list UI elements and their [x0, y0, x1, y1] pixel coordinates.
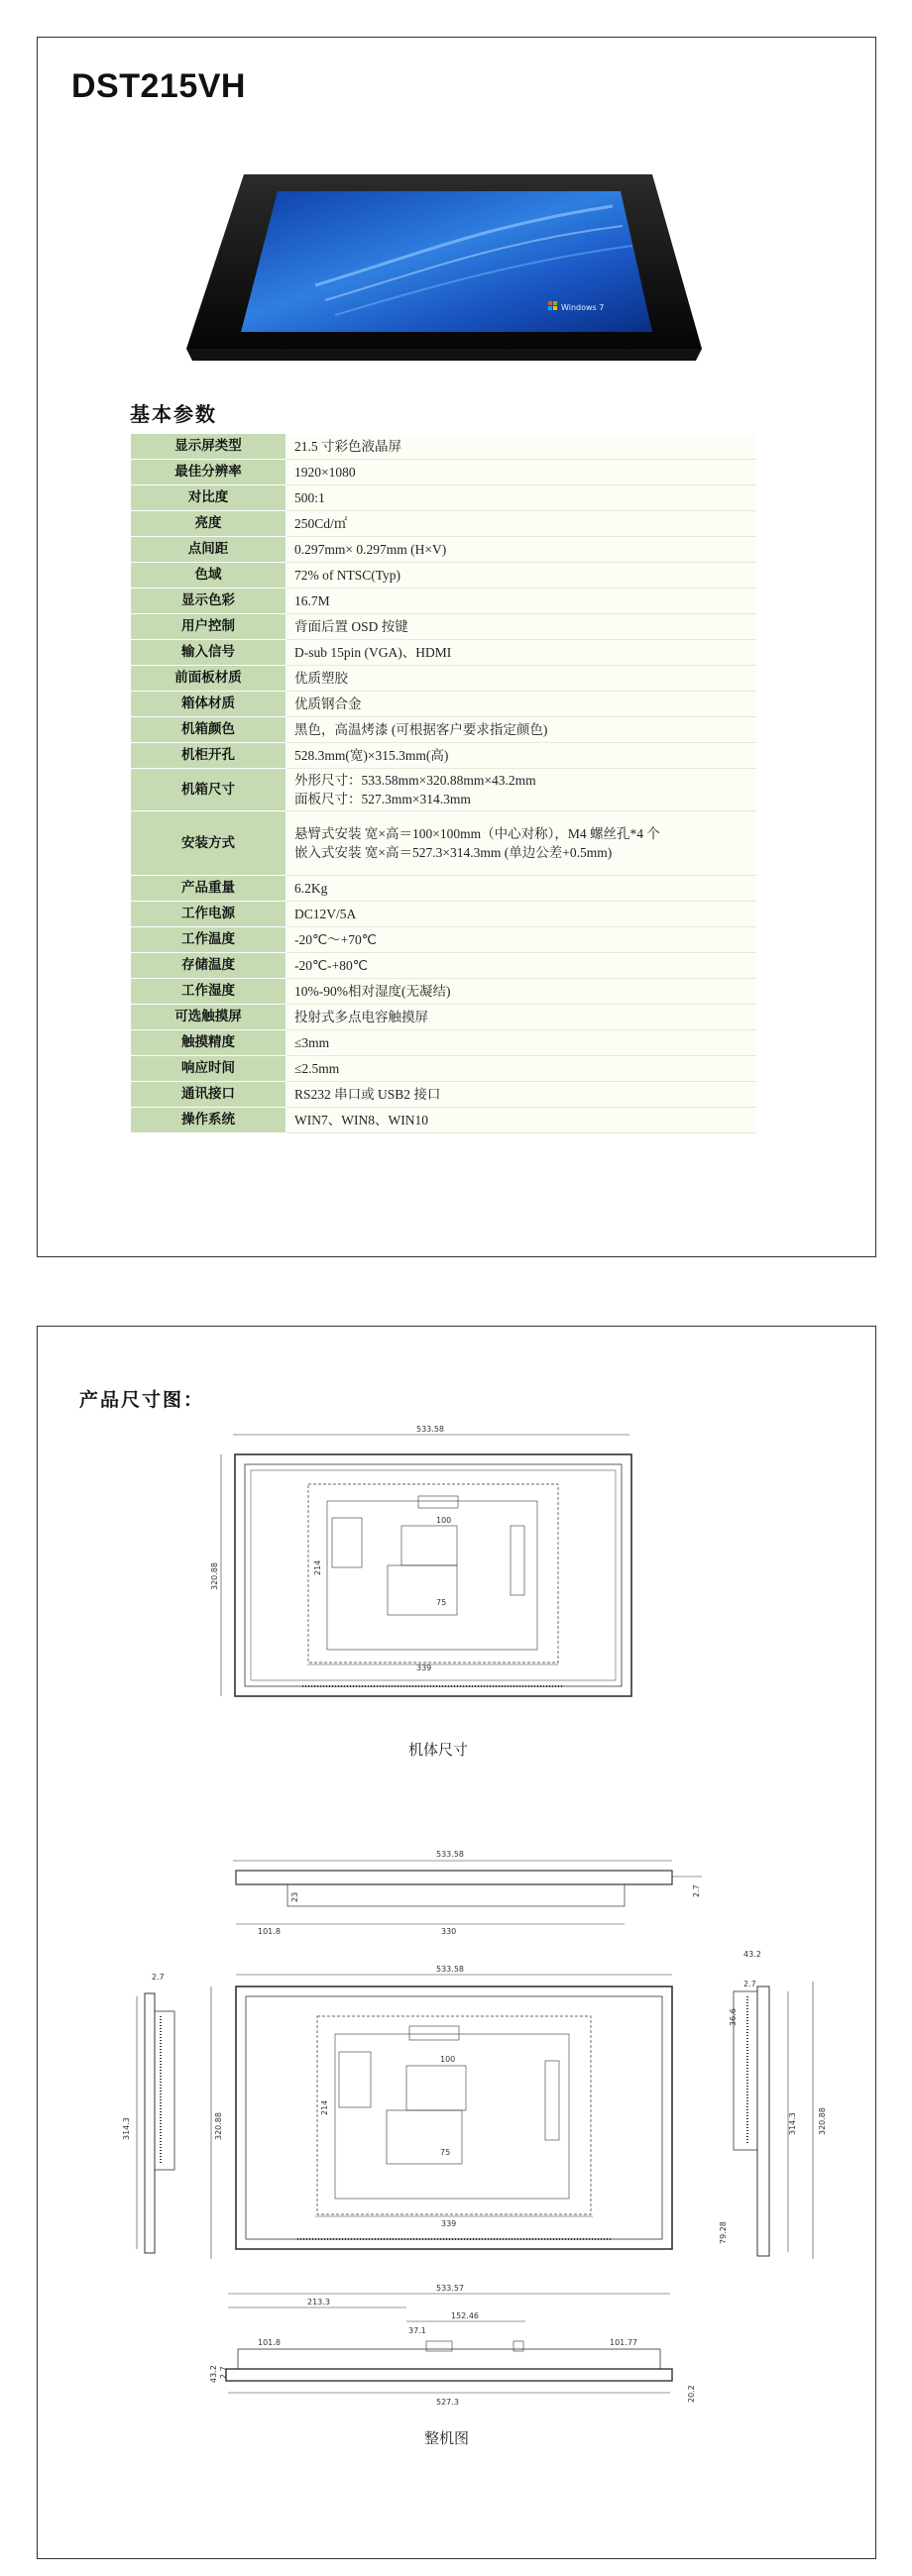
- spec-key: 机箱颜色: [131, 717, 286, 743]
- spec-key: 通讯接口: [131, 1082, 286, 1108]
- front-75-label: 75: [440, 2148, 451, 2157]
- spec-value: [286, 811, 756, 876]
- spec-value: 500:1: [286, 485, 756, 511]
- right-432-label: 43.2: [743, 1950, 761, 1959]
- spec-row: [131, 902, 756, 927]
- spec-value: DC12V/5A: [286, 902, 756, 927]
- whole-caption: 整机图: [424, 2429, 470, 2447]
- spec-value: -20℃～+70℃: [286, 927, 756, 953]
- spec-key: 亮度: [131, 511, 286, 537]
- spec-row: [131, 1056, 756, 1082]
- spec-value: 优质塑胶: [286, 666, 756, 692]
- label-100: 100: [436, 1516, 452, 1525]
- spec-key: 工作温度: [131, 927, 286, 953]
- height-label: 320.88: [210, 1562, 219, 1590]
- spec-value: WIN7、WIN8、WIN10: [286, 1108, 756, 1133]
- spec-section-title: 基本参数: [130, 402, 217, 426]
- front-339-label: 339: [441, 2219, 457, 2228]
- label-214: 214: [313, 1559, 322, 1575]
- spec-row: [131, 666, 756, 692]
- spec-key: 工作湿度: [131, 979, 286, 1005]
- spec-value-line: 面板尺寸：527.3mm×314.3mm: [294, 792, 471, 806]
- spec-value: 250Cd/㎡: [286, 511, 756, 537]
- spec-value: ≤3mm: [286, 1030, 756, 1056]
- spec-key: 色域: [131, 563, 286, 589]
- top-330-label: 330: [441, 1927, 457, 1936]
- spec-row: [131, 743, 756, 769]
- body-caption: 机体尺寸: [408, 1741, 469, 1759]
- spec-row: [131, 460, 756, 485]
- spec-value: -20℃-+80℃: [286, 953, 756, 979]
- monitor-product-image: [186, 137, 702, 375]
- spec-value: 72% of NTSC(Typ): [286, 563, 756, 589]
- spec-key: 工作电源: [131, 902, 286, 927]
- right-3143-label: 314.3: [788, 2112, 797, 2135]
- spec-value: 优质钢合金: [286, 692, 756, 717]
- spec-key: 机箱尺寸: [131, 769, 286, 811]
- spec-row: [131, 717, 756, 743]
- spec-value: 21.5 寸彩色液晶屏: [286, 434, 756, 460]
- spec-row: [131, 1082, 756, 1108]
- side-3143-label: 314.3: [122, 2117, 131, 2140]
- bottom-10177-label: 101.77: [610, 2338, 637, 2347]
- spec-key: 可选触摸屏: [131, 1005, 286, 1030]
- spec-key: 产品重量: [131, 876, 286, 902]
- spec-value: 10%-90%相对湿度(无凝结): [286, 979, 756, 1005]
- label-75: 75: [436, 1598, 447, 1607]
- spec-key: 响应时间: [131, 1056, 286, 1082]
- spec-row: [131, 1030, 756, 1056]
- spec-row: [131, 953, 756, 979]
- body-dimension-drawing: [210, 1425, 649, 1724]
- spec-value: 6.2Kg: [286, 876, 756, 902]
- bottom-27-label: 2.7: [219, 2366, 228, 2379]
- spec-key: 输入信号: [131, 640, 286, 666]
- spec-row: [131, 537, 756, 563]
- spec-row: [131, 769, 756, 811]
- top-width-label: 533.58: [436, 1850, 464, 1859]
- bottom-view-drawing: [198, 2284, 714, 2413]
- spec-value-line: 悬臂式安装 宽×高＝100×100mm（中心对称），M4 螺丝孔*4 个: [294, 826, 660, 841]
- front-width-label: 533.58: [436, 1965, 464, 1974]
- bottom-432-label: 43.2: [209, 2365, 218, 2383]
- right-7928-label: 79.28: [719, 2221, 728, 2244]
- spec-row: [131, 563, 756, 589]
- right-32088-label: 320.88: [818, 2107, 827, 2135]
- spec-row: [131, 589, 756, 614]
- screen-brand-text: Windows 7: [561, 303, 605, 312]
- spec-row: [131, 640, 756, 666]
- spec-row: [131, 811, 756, 876]
- spec-key: 触摸精度: [131, 1030, 286, 1056]
- spec-row: [131, 434, 756, 460]
- bottom-371-label: 37.1: [408, 2326, 426, 2335]
- top-1018-label: 101.8: [258, 1927, 281, 1936]
- model-title: DST215VH: [71, 67, 246, 105]
- spec-value: 黑色，高温烤漆 (可根据客户要求指定颜色): [286, 717, 756, 743]
- spec-key: 点间距: [131, 537, 286, 563]
- spec-key: 显示屏类型: [131, 434, 286, 460]
- spec-value: RS232 串口或 USB2 接口: [286, 1082, 756, 1108]
- right-27-label: 2.7: [743, 1980, 756, 1988]
- top-thickness-label: 2.7: [692, 1884, 701, 1897]
- spec-table: [130, 433, 756, 1133]
- top-23-label: 23: [290, 1891, 299, 1902]
- spec-key: 用户控制: [131, 614, 286, 640]
- front-100-label: 100: [440, 2055, 456, 2064]
- right-side-drawing: [714, 1947, 843, 2274]
- bottom-2133-label: 213.3: [307, 2298, 330, 2307]
- spec-key: 安装方式: [131, 811, 286, 876]
- spec-row: [131, 1005, 756, 1030]
- spec-row: [131, 692, 756, 717]
- spec-row: [131, 1108, 756, 1133]
- front-view-drawing: [228, 1967, 679, 2264]
- bottom-1018-label: 101.8: [258, 2338, 281, 2347]
- spec-value: 背面后置 OSD 按键: [286, 614, 756, 640]
- spec-value: 528.3mm(宽)×315.3mm(高): [286, 743, 756, 769]
- spec-value: ≤2.5mm: [286, 1056, 756, 1082]
- spec-value: 16.7M: [286, 589, 756, 614]
- spec-row: [131, 614, 756, 640]
- spec-key: 显示色彩: [131, 589, 286, 614]
- spec-value: 1920×1080: [286, 460, 756, 485]
- bottom-53357-label: 533.57: [436, 2284, 464, 2293]
- right-366-label: 36.6: [729, 2008, 738, 2026]
- spec-value-line: 外形尺寸：533.58mm×320.88mm×43.2mm: [294, 773, 536, 788]
- bottom-202-label: 20.2: [687, 2385, 696, 2403]
- side-32088-label: 320.88: [214, 2112, 223, 2140]
- spec-key: 箱体材质: [131, 692, 286, 717]
- spec-row: [131, 485, 756, 511]
- side-27-label: 2.7: [152, 1973, 165, 1982]
- spec-value: 0.297mm× 0.297mm (H×V): [286, 537, 756, 563]
- bottom-15246-label: 152.46: [451, 2311, 479, 2320]
- spec-value: [286, 769, 756, 811]
- spec-key: 对比度: [131, 485, 286, 511]
- dims-section-title: 产品尺寸图：: [79, 1389, 205, 1411]
- spec-row: [131, 511, 756, 537]
- spec-value: D-sub 15pin (VGA)、HDMI: [286, 640, 756, 666]
- spec-value: 投射式多点电容触摸屏: [286, 1005, 756, 1030]
- spec-row: [131, 927, 756, 953]
- bottom-5273-label: 527.3: [436, 2398, 459, 2407]
- spec-key: 机柜开孔: [131, 743, 286, 769]
- spec-key: 操作系统: [131, 1108, 286, 1133]
- top-view-drawing: [228, 1843, 714, 1942]
- spec-row: [131, 876, 756, 902]
- spec-key: 前面板材质: [131, 666, 286, 692]
- left-side-drawing: [117, 1972, 226, 2269]
- spec-key: 最佳分辨率: [131, 460, 286, 485]
- front-214-label: 214: [320, 2099, 329, 2115]
- spec-value-line: 嵌入式安装 宽×高＝527.3×314.3mm (单边公差+0.5mm): [294, 845, 613, 860]
- width-label: 533.58: [416, 1425, 444, 1434]
- spec-row: [131, 979, 756, 1005]
- spec-key: 存储温度: [131, 953, 286, 979]
- label-339: 339: [416, 1664, 432, 1672]
